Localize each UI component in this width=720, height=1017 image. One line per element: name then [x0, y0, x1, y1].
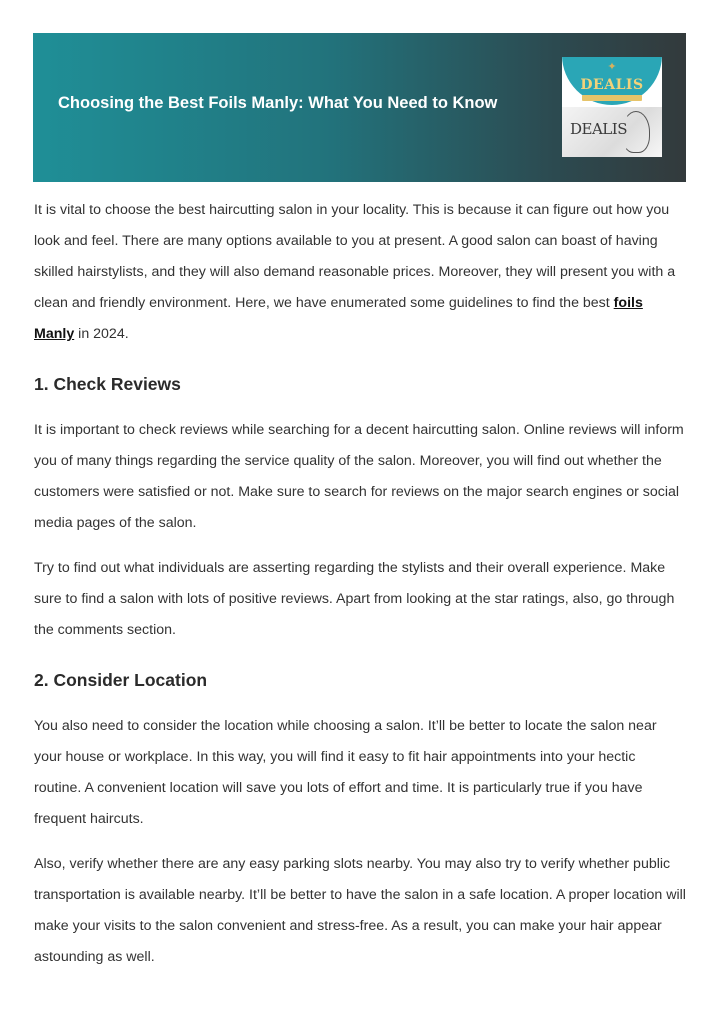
logo-tagline-bar: [582, 95, 642, 101]
intro-paragraph: [34, 195, 686, 350]
header-banner: [33, 33, 686, 182]
page-title: Choosing the Best Foils Manly: What You Need to Know: [58, 94, 498, 112]
article-body: [34, 195, 686, 973]
logo-name-bottom: DEALIS: [570, 120, 627, 138]
logo-bottom-panel: [562, 107, 662, 157]
logo-top-panel: [562, 57, 662, 107]
location-paragraph-1: You also need to consider the location while choosing a salon. It’ll be better to locate the salon near your house or workplace. In this way, you will find it easy to fit hair appointments into your hectic routine. A convenient location will save you lots of effort and time. It is particularly true if you have frequent haircuts.: [34, 718, 657, 827]
logo-name-top: DEALIS: [580, 77, 644, 93]
foils-manly-link[interactable]: foils Manly: [34, 295, 643, 342]
location-paragraph-2: Also, verify whether there are any easy parking slots nearby. You may also try to verify whether public transportation is available nearby. It’ll be better to have the salon in a safe location. A proper location will make your visits to the salon convenient and stress-free. As a result, you can make your hair appear astounding as well.: [34, 856, 686, 965]
intro-text-after: in 2024.: [74, 326, 129, 342]
reviews-paragraph-1: It is important to check reviews while searching for a decent haircutting salon. Online reviews will inform you of many things regarding the service quality of the salon. Moreover, you will find out whether the customers were satisfied or not. Make sure to search for reviews on the major search engines or social media pages of the salon.: [34, 422, 684, 531]
section-heading-reviews: 1. Check Reviews: [34, 374, 181, 394]
intro-text-before: It is vital to choose the best haircutting salon in your locality. This is because it can figure out how you look and feel. There are many options available to you at present. A good salon can boast of having skilled hairstylists, and they will also demand reasonable prices. Moreover, they will present you with a clean and friendly environment. Here, we have enumerated some guidelines to find the best: [34, 202, 676, 311]
reviews-paragraph-2: Try to find out what individuals are asserting regarding the stylists and their overall experience. Make sure to find a salon with lots of positive reviews. Apart from looking at the star ratings, also, go through the comments section.: [34, 560, 675, 638]
logo-monogram-icon: ✦: [607, 61, 617, 73]
salon-logo: [562, 57, 662, 157]
logo-face-icon: [622, 111, 650, 153]
section-heading-location: 2. Consider Location: [34, 670, 208, 690]
